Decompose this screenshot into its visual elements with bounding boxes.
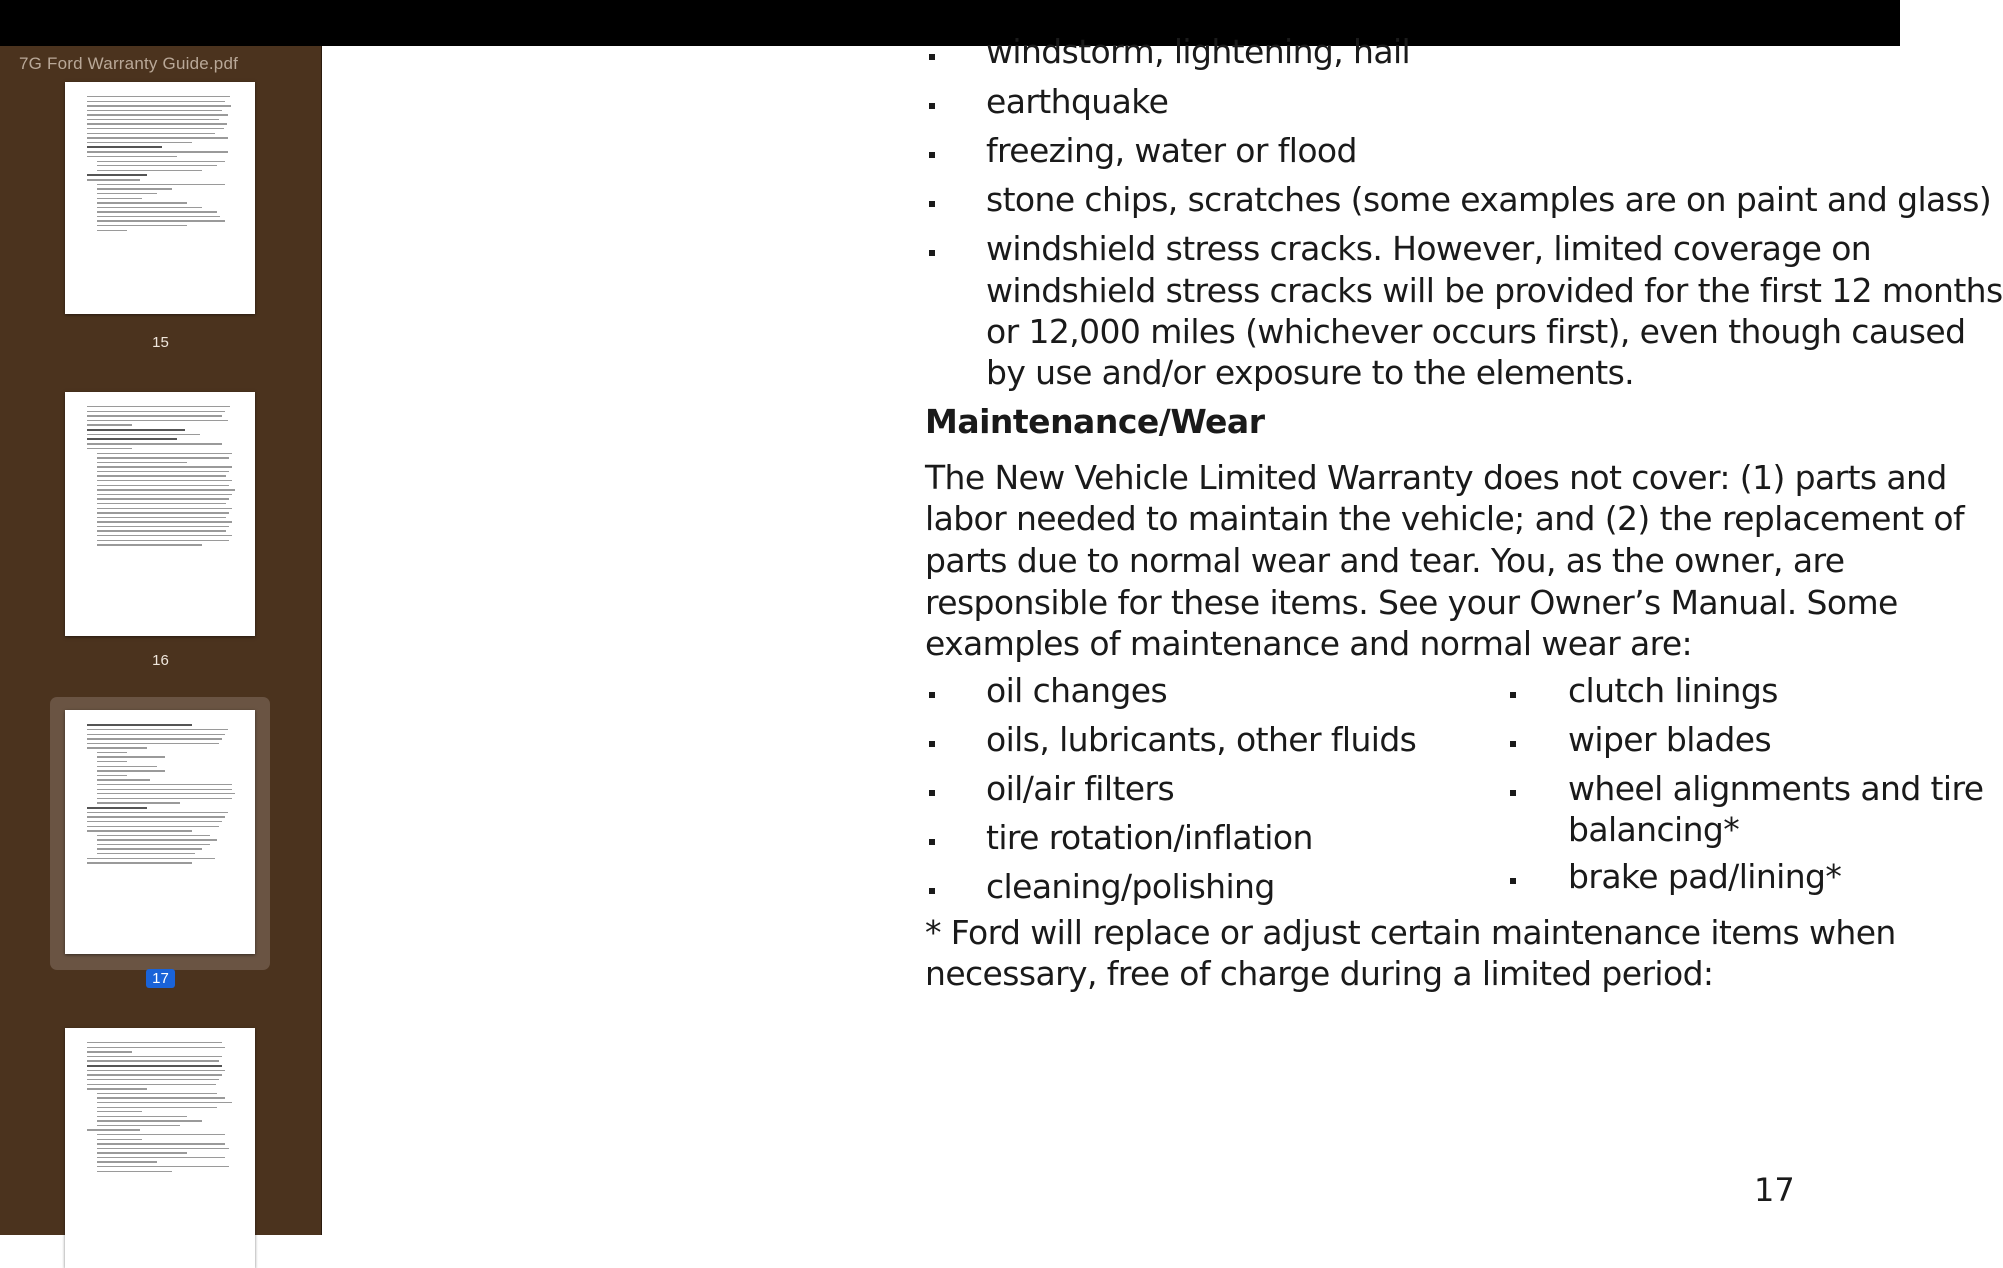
paragraph-line: responsible for these items. See your Owner’s Manual. Some <box>925 583 1898 622</box>
bullet-marker <box>1510 741 1516 747</box>
bullet-marker <box>929 741 935 747</box>
bullet-marker <box>929 201 935 207</box>
bullet-marker <box>1510 790 1516 796</box>
bullet-item-line: windshield stress cracks. However, limited coverage on <box>986 229 1872 268</box>
page-number: 17 <box>1754 1171 1795 1209</box>
thumbnail-label-15[interactable]: 15 <box>152 334 169 351</box>
section-heading: Maintenance/Wear <box>925 402 1265 441</box>
bullet-marker <box>929 103 935 109</box>
maintenance-item: cleaning/polishing <box>986 867 1275 906</box>
footnote-line: * Ford will replace or adjust certain maintenance items when <box>925 913 1896 952</box>
paragraph-line: examples of maintenance and normal wear are: <box>925 624 1693 663</box>
bullet-item-line: windshield stress cracks will be provided for the first 12 months <box>986 271 2003 310</box>
bullet-item: windstorm, lightening, hail <box>986 32 1411 71</box>
paragraph-line: parts due to normal wear and tear. You, as the owner, are <box>925 541 1845 580</box>
thumbnail-page-16[interactable] <box>65 392 255 636</box>
maintenance-item: wiper blades <box>1568 720 1772 759</box>
maintenance-item-continued: balancing* <box>1568 810 1740 849</box>
window-top-bar <box>0 0 1900 46</box>
thumbnail-sidebar[interactable] <box>0 46 321 1235</box>
thumbnail-page-17[interactable] <box>65 710 255 954</box>
bullet-marker <box>929 790 935 796</box>
paragraph-line: The New Vehicle Limited Warranty does not cover: (1) parts and <box>925 458 1947 497</box>
maintenance-item: oils, lubricants, other fluids <box>986 720 1417 759</box>
bullet-item-line: or 12,000 miles (whichever occurs first), even though caused <box>986 312 1966 351</box>
document-title: 7G Ford Warranty Guide.pdf <box>19 54 239 73</box>
thumbnail-label-16[interactable]: 16 <box>152 652 169 669</box>
maintenance-item: oil/air filters <box>986 769 1175 808</box>
thumbnail-label-17[interactable]: 17 <box>0 970 321 987</box>
bullet-marker <box>929 152 935 158</box>
bullet-marker <box>929 692 935 698</box>
bullet-item: stone chips, scratches (some examples are on paint and glass) <box>986 180 1992 219</box>
maintenance-item: wheel alignments and tire <box>1568 769 1984 808</box>
bullet-marker <box>1510 878 1516 884</box>
bullet-marker <box>929 888 935 894</box>
bullet-marker <box>929 54 935 60</box>
bullet-item: earthquake <box>986 82 1169 121</box>
bullet-marker <box>929 839 935 845</box>
document-page <box>322 32 2003 1235</box>
maintenance-item: brake pad/lining* <box>1568 857 1842 896</box>
thumbnail-page-15[interactable] <box>65 82 255 314</box>
bullet-marker <box>929 250 935 256</box>
bullet-item: freezing, water or flood <box>986 131 1357 170</box>
maintenance-item: oil changes <box>986 671 1168 710</box>
bullet-item-line: by use and/or exposure to the elements. <box>986 353 1635 392</box>
maintenance-item: tire rotation/inflation <box>986 818 1313 857</box>
maintenance-item: clutch linings <box>1568 671 1778 710</box>
thumbnail-page-18[interactable] <box>65 1028 255 1268</box>
paragraph-line: labor needed to maintain the vehicle; and (2) the replacement of <box>925 499 1964 538</box>
bullet-marker <box>1510 692 1516 698</box>
footnote-line: necessary, free of charge during a limited period: <box>925 954 1714 993</box>
